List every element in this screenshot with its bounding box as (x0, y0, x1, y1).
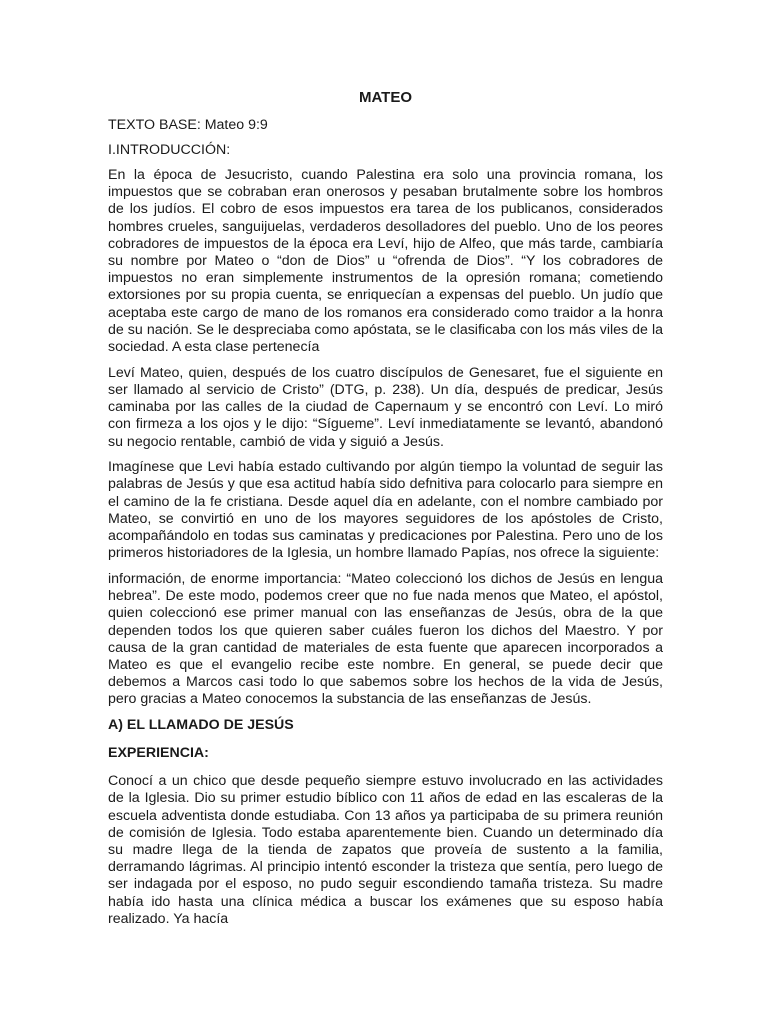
paragraph-imaginese: Imagínese que Levi había estado cultivando por algún tiempo la voluntad de seguir las palabras de Jesús y que esa actitud había sido defnitiva para colocarlo para siempre en el camino de la fe cristiana. Desde aquel día en adelante, con el nombre cambiado por Mateo, se convirtió en uno de los mayores seguidores de los apóstoles de Cristo, acompañándolo en todas sus caminatas y predicaciones por Palestina. Pero uno de los primeros historiadores de la Iglesia, un hombre llamado Papías, nos ofrece la siguiente: (108, 459, 663, 562)
paragraph-experiencia: Conocí a un chico que desde pequeño siempre estuvo involucrado en las actividades de la Iglesia. Dio su primer estudio bíblico con 11 años de edad en las escaleras de la escuela adventista donde estudiaba. Con 13 años ya participaba de su primera reunión de comisión de Iglesia. Todo estaba aparentemente bien. Cuando un determinado día su madre llega de la tienda de zapatos que proveía de sustento a la familia, derramando lágrimas. Al principio intentó esconder la tristeza que sentía, pero luego de ser indagada por el esposo, no pudo seguir escondiendo tamaña tristeza. Su madre había ido hasta una clínica médica a buscar los exámenes que su esposo había realizado. Ya hacía (108, 773, 663, 927)
document-title: MATEO (358, 89, 413, 106)
document-page (108, 88, 663, 936)
intro-heading: I.INTRODUCCIÓN: (108, 142, 231, 158)
texto-base-line: TEXTO BASE: Mateo 9:9 (108, 117, 268, 133)
section-a-heading: A) EL LLAMADO DE JESÚS (108, 717, 294, 734)
experiencia-heading: EXPERIENCIA: (108, 745, 209, 762)
paragraph-publicanos: En la época de Jesucristo, cuando Palestina era solo una provincia romana, los impuestos que se cobraban eran onerosos y pesaban brutalmente sobre los hombros de los judíos. El cobro de esos impuestos era tarea de los publicanos, considerados hombres crueles, sanguijuelas, verdaderos desolladores del pueblo. Uno de los peores cobradores de impuestos de la época era Leví, hijo de Alfeo, que más tarde, cambiaría su nombre por Mateo o “don de Dios” u “ofrenda de Dios”. “Y los cobradores de impuestos no eran simplemente instrumentos de la opresión romana; cometiendo extorsiones por su propia cuenta, se enriquecían a expensas del pueblo. Un judío que aceptaba este cargo de mano de los romanos era considerado como traidor a la honra de su nación. Se le despreciaba como apóstata, se le clasificaba con los más viles de la sociedad. A esta clase pertenecía (108, 167, 663, 356)
paragraph-levi-mateo: Leví Mateo, quien, después de los cuatro discípulos de Genesaret, fue el siguiente en ser llamado al servicio de Cristo” (DTG, p. 238). Un día, después de predicar, Jesús caminaba por las calles de la ciudad de Capernaum y se encontró con Leví. Lo miró con firmeza a los ojos y le dijo: “Sígueme”. Leví inmediatamente se levantó, abandonó su negocio rentable, cambió de vida y siguió a Jesús. (108, 364, 663, 450)
paragraph-informacion: información, de enorme importancia: “Mateo coleccionó los dichos de Jesús en lengua hebrea”. De este modo, podemos creer que no fue nada menos que Mateo, el apóstol, quien coleccionó ese primer manual con las enseñanzas de Jesús, obra de la que dependen todos los que quieren saber cuáles fueron los dichos del Maestro. Y por causa de la gran cantidad de materiales de esta fuente que aparecen incorporados a Mateo es que el evangelio recibe este nombre. En general, se puede decir que debemos a Marcos casi todo lo que sabemos sobre los hechos de la vida de Jesús, pero gracias a Mateo conocemos la substancia de las enseñanzas de Jesús. (108, 570, 663, 708)
